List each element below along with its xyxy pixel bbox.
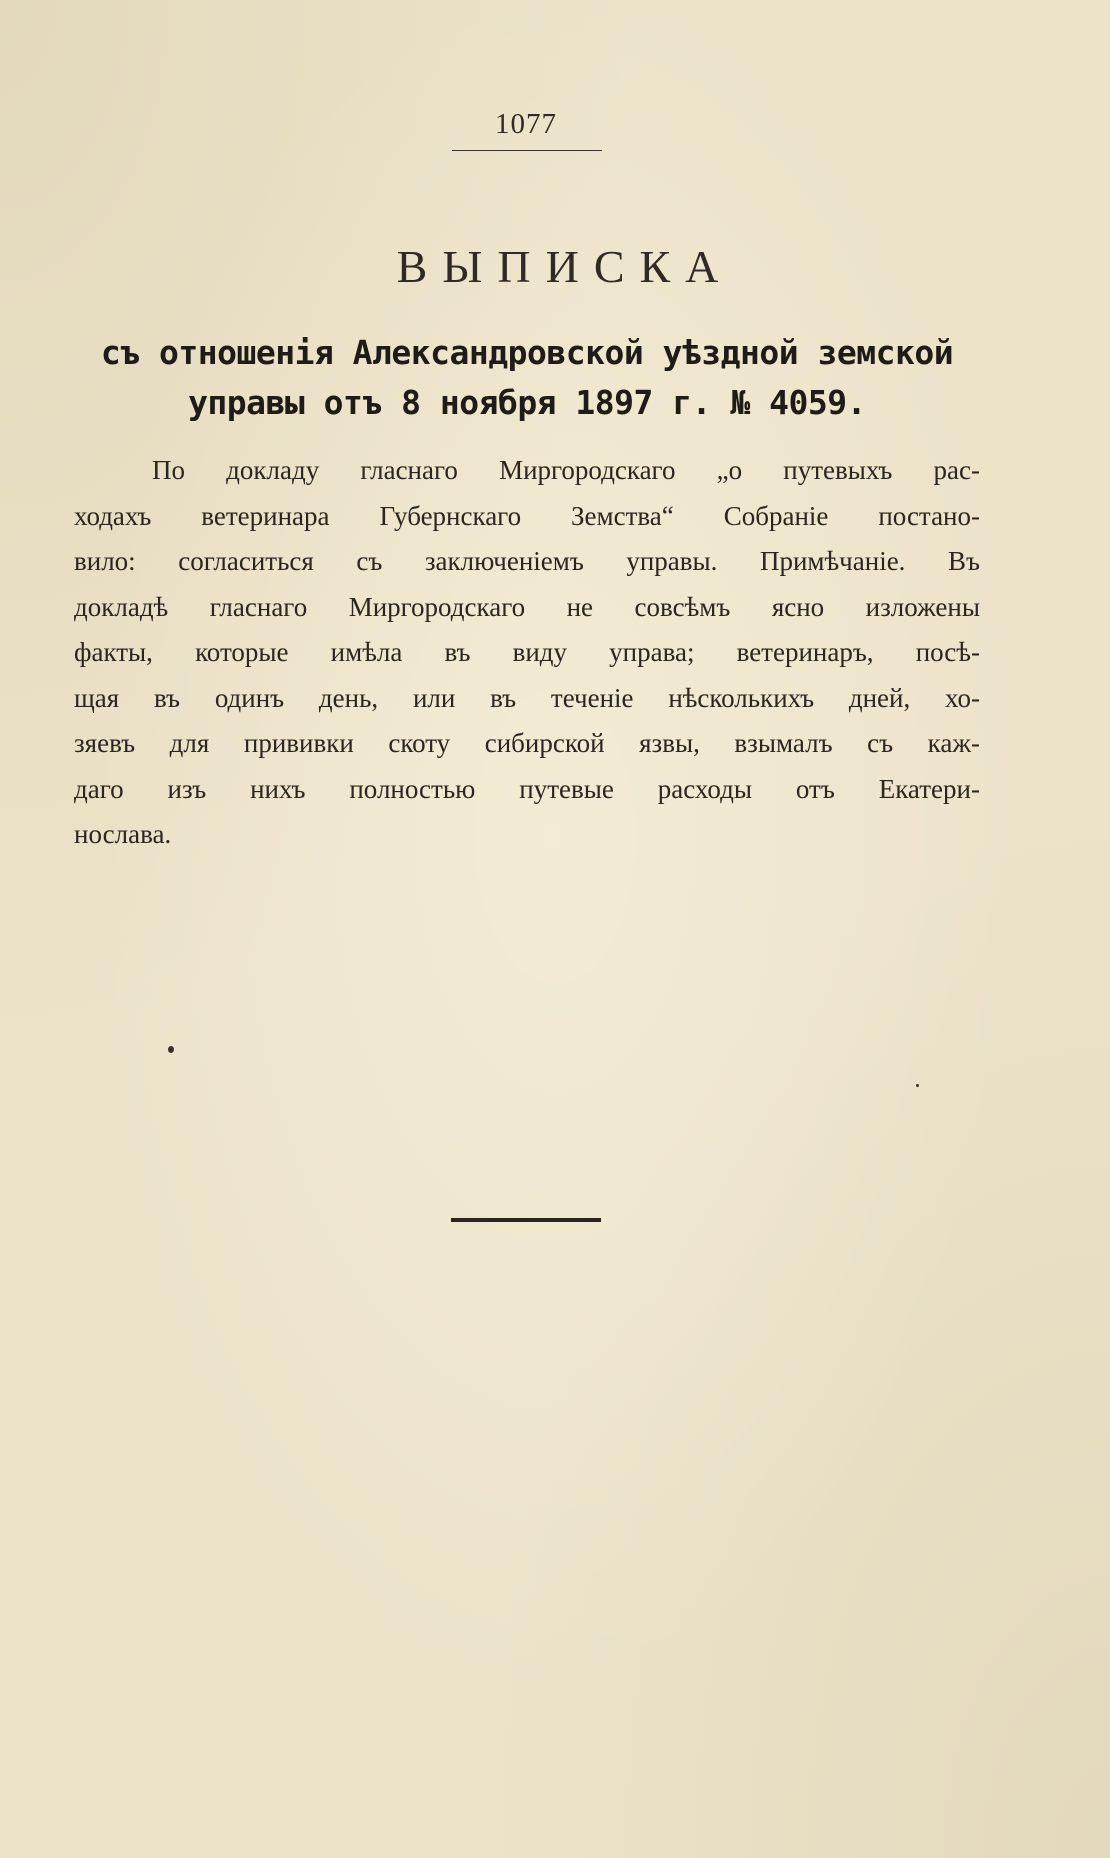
body-word: заключеніемъ (424, 546, 584, 576)
body-word: ветеринара (201, 500, 330, 531)
body-word: Собраніе (723, 500, 829, 531)
body-word: нѣсколькихъ (668, 682, 815, 713)
body-paragraph (74, 448, 980, 858)
body-word: даго (74, 773, 124, 804)
body-line (74, 448, 980, 494)
subtitle-line: съ отношенія Александровской уѣздной земской (100, 333, 954, 372)
body-word: гласнаго (209, 591, 308, 622)
body-word: гласнаго (360, 455, 458, 485)
body-word: Въ (947, 546, 980, 576)
body-word: сибирской (484, 728, 605, 758)
body-word: факты, (74, 637, 153, 667)
body-word: въ (490, 682, 517, 713)
body-word: посѣ- (915, 637, 980, 667)
body-word: нослава. (74, 819, 172, 849)
body-word: вило: (74, 546, 136, 576)
document-subtitle (74, 328, 980, 428)
body-word: По (152, 455, 185, 485)
body-word: Екатери- (878, 773, 980, 804)
body-word: язвы, (639, 728, 700, 758)
body-word: въ (444, 637, 471, 667)
body-word: управа; (609, 637, 695, 667)
body-line (74, 630, 980, 676)
body-word: Миргородскаго (499, 455, 676, 485)
page-number-rule (452, 150, 602, 151)
body-word: согласиться (178, 546, 314, 576)
subtitle-line: управы отъ 8 ноября 1897 г. № 4059. (188, 383, 866, 422)
body-word: полностью (349, 773, 476, 804)
body-line (74, 539, 980, 585)
body-word: ясно (771, 591, 825, 622)
body-word: день, (318, 682, 379, 713)
body-word: или (412, 682, 456, 713)
body-line (74, 767, 980, 813)
body-word: въ (153, 682, 181, 713)
body-word: имѣла (330, 637, 403, 667)
body-word: Миргородскаго (348, 591, 526, 622)
body-word: докладу (226, 455, 320, 485)
body-word: ветеринаръ, (736, 637, 874, 667)
body-word: рас- (933, 455, 980, 485)
body-word: управы. (626, 546, 718, 576)
page-number: 1077 (495, 108, 557, 140)
paper-speck (168, 1046, 174, 1053)
body-word: докладѣ (74, 591, 169, 622)
body-word: каж- (927, 728, 980, 758)
body-word: щая (74, 682, 120, 713)
body-line (74, 585, 980, 631)
body-word: не (566, 591, 594, 622)
document-title: ВЫПИСКА (396, 241, 734, 292)
body-word: Губернскаго (379, 500, 522, 531)
body-line (74, 676, 980, 722)
body-word: отъ (795, 773, 835, 804)
body-word: для (169, 728, 210, 758)
body-word: путевыхъ (783, 455, 893, 485)
body-word: взымалъ (734, 728, 833, 758)
body-word: Земства“ (571, 500, 674, 531)
body-word: зяевъ (74, 728, 136, 758)
body-word: которые (195, 637, 289, 667)
body-word: нихъ (250, 773, 306, 804)
body-word: расходы (657, 773, 752, 804)
body-line (74, 721, 980, 767)
body-word: „о (716, 455, 743, 485)
body-word: прививки (243, 728, 354, 758)
body-word: съ (867, 728, 894, 758)
body-word: изложены (865, 591, 980, 622)
body-word: виду (512, 637, 568, 667)
body-word: хо- (945, 682, 980, 713)
paper-speck (916, 1084, 919, 1087)
body-word: съ (356, 546, 383, 576)
body-word: постано- (878, 500, 980, 531)
body-word: дней, (848, 682, 911, 713)
body-word: изъ (167, 773, 207, 804)
body-word: теченіе (550, 682, 634, 713)
body-line (74, 494, 980, 540)
body-word: ходахъ (74, 500, 152, 531)
body-word: одинъ (214, 682, 285, 713)
body-word: совсѣмъ (634, 591, 731, 622)
body-word: скоту (388, 728, 451, 758)
body-word: путевые (519, 773, 614, 804)
body-word: Примѣчаніе. (759, 546, 906, 576)
body-line (74, 812, 980, 858)
end-rule (451, 1218, 601, 1222)
